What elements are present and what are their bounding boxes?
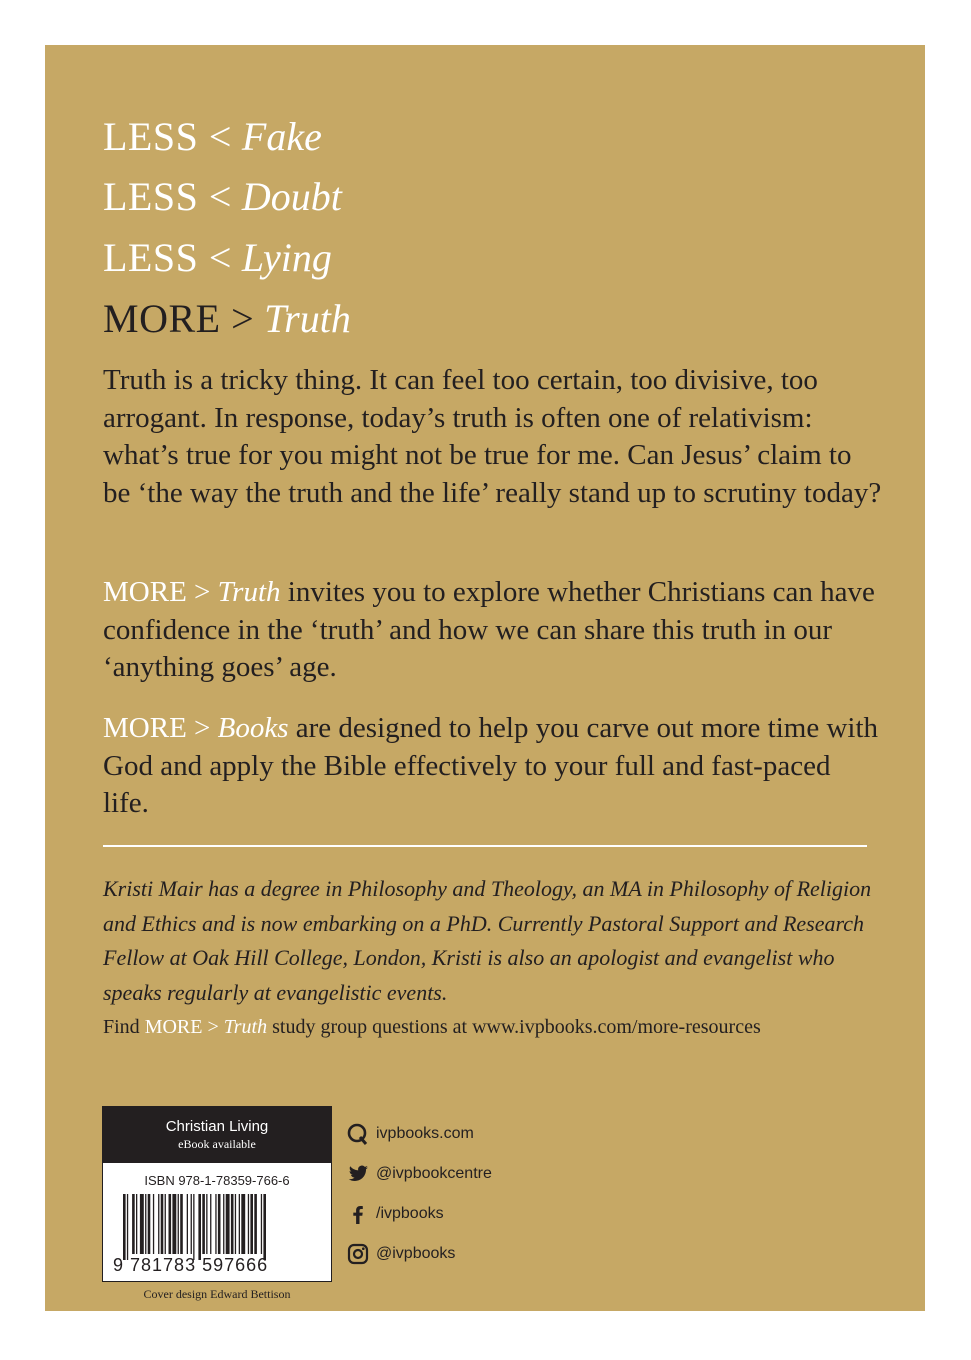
brand-mark	[103, 576, 281, 608]
category-sub: eBook available	[178, 1137, 256, 1151]
barcode-bar	[202, 1194, 205, 1254]
barcode-bar	[223, 1194, 224, 1254]
barcode-bar	[127, 1194, 128, 1260]
barcode-bar	[165, 1194, 166, 1254]
resources-suffix: study group questions at www.ivpbooks.com/more-resources	[272, 1016, 761, 1038]
instagram-icon	[346, 1242, 370, 1266]
barcode-bar	[148, 1194, 151, 1254]
author-bio: Kristi Mair has a degree in Philosophy and Theology, an MA in Philosophy of Religion and Ethics and is now embarking on a PhD. Currently Pastoral Support and Research Fellow at Oak Hill College, London, Kristi is also an apologist and evangelist who speaks regularly at evangelistic events.	[103, 876, 872, 1005]
brand-mark	[103, 712, 289, 744]
barcode-bar	[193, 1194, 194, 1260]
barcode-bar	[235, 1194, 236, 1254]
barcode-bar	[145, 1194, 146, 1254]
barcode-bar	[241, 1194, 245, 1254]
barcode-bar	[140, 1194, 144, 1254]
barcode-bar	[261, 1194, 262, 1254]
resources-line	[103, 1014, 893, 1040]
barcode-bar	[263, 1194, 266, 1260]
brand-keyword: MORE >	[103, 576, 211, 608]
social-label: @ivpbooks	[376, 1245, 456, 1262]
facebook-icon	[346, 1202, 370, 1226]
barcode-bar	[231, 1194, 234, 1254]
barcode-bar	[153, 1194, 154, 1254]
barcode-bar	[210, 1194, 211, 1254]
invite-text: invites you to explore whether Christians can have confidence in the ‘truth’ and how we can share this truth in our ‘anything goes’ age.	[103, 576, 875, 683]
barcode-bar	[123, 1194, 126, 1260]
divider	[103, 845, 867, 847]
social-label: @ivpbookcentre	[376, 1165, 492, 1182]
barcode-bar	[215, 1194, 216, 1254]
cover-credit: Cover design Edward Bettison	[143, 1287, 291, 1301]
brand-word: Books	[217, 712, 289, 744]
barcode-bar	[187, 1194, 188, 1254]
barcode	[123, 1194, 313, 1260]
barcode-bar	[169, 1194, 172, 1254]
barcode-bar	[191, 1194, 192, 1254]
social-label: /ivpbooks	[376, 1205, 444, 1222]
barcode-bar	[161, 1194, 164, 1254]
barcode-bar	[239, 1194, 240, 1254]
barcode-digits: 9 781783 597666	[113, 1255, 269, 1275]
barcode-bar	[158, 1194, 159, 1254]
tagline-less-doubt	[103, 174, 342, 219]
barcode-bar	[172, 1194, 176, 1254]
intro-paragraph: Truth is a tricky thing. It can feel too certain, too divisive, too arrogant. In response, today’s truth is often one of relativism: what’s true for you might not be true for me. Can Jesus’ claim to be ‘the way the truth and the life’ really stand up to scrutiny today?	[103, 364, 882, 509]
brand-mark	[145, 1016, 267, 1038]
category-label	[103, 1107, 331, 1163]
tagline-less-fake	[103, 114, 322, 159]
tagline-more-truth	[103, 296, 351, 341]
tagline-keyword: MORE >	[103, 296, 255, 341]
brand-word: Truth	[223, 1016, 268, 1038]
tagline-less-lying	[103, 235, 332, 280]
barcode-bar	[248, 1194, 249, 1254]
barcode-bar	[226, 1194, 230, 1254]
barcode-bar	[218, 1194, 221, 1254]
barcode-bar	[180, 1194, 183, 1254]
barcode-bar	[198, 1194, 201, 1260]
barcode-panel	[102, 1106, 332, 1282]
tagline-keyword: LESS <	[103, 114, 232, 159]
brand-keyword: MORE >	[144, 1016, 219, 1038]
tagline-word: Doubt	[241, 174, 342, 219]
barcode-bar	[136, 1194, 137, 1254]
tagline-word: Lying	[241, 235, 332, 280]
isbn-text: ISBN 978-1-78359-766-6	[144, 1173, 290, 1188]
brand-keyword: MORE >	[103, 712, 211, 744]
category-name: Christian Living	[165, 1118, 269, 1135]
barcode-bar	[254, 1194, 257, 1254]
books-paragraph	[103, 710, 883, 823]
tagline-word: Fake	[241, 114, 322, 159]
ivp-logo-icon	[346, 1122, 370, 1146]
barcode-bar	[250, 1194, 253, 1254]
social-label: ivpbooks.com	[376, 1125, 474, 1142]
brand-word: Truth	[217, 576, 281, 608]
tagline-word: Truth	[264, 296, 351, 341]
barcode-bar	[206, 1194, 207, 1254]
resources-prefix: Find	[103, 1016, 140, 1038]
twitter-icon	[346, 1162, 370, 1186]
barcode-bar	[132, 1194, 135, 1254]
tagline-keyword: LESS <	[103, 174, 232, 219]
tagline-keyword: LESS <	[103, 235, 232, 280]
invite-paragraph	[103, 574, 883, 687]
books-text: are designed to help you carve out more time with God and apply the Bible effectively to your full and fast-paced life.	[103, 712, 879, 819]
barcode-bar	[178, 1194, 179, 1254]
